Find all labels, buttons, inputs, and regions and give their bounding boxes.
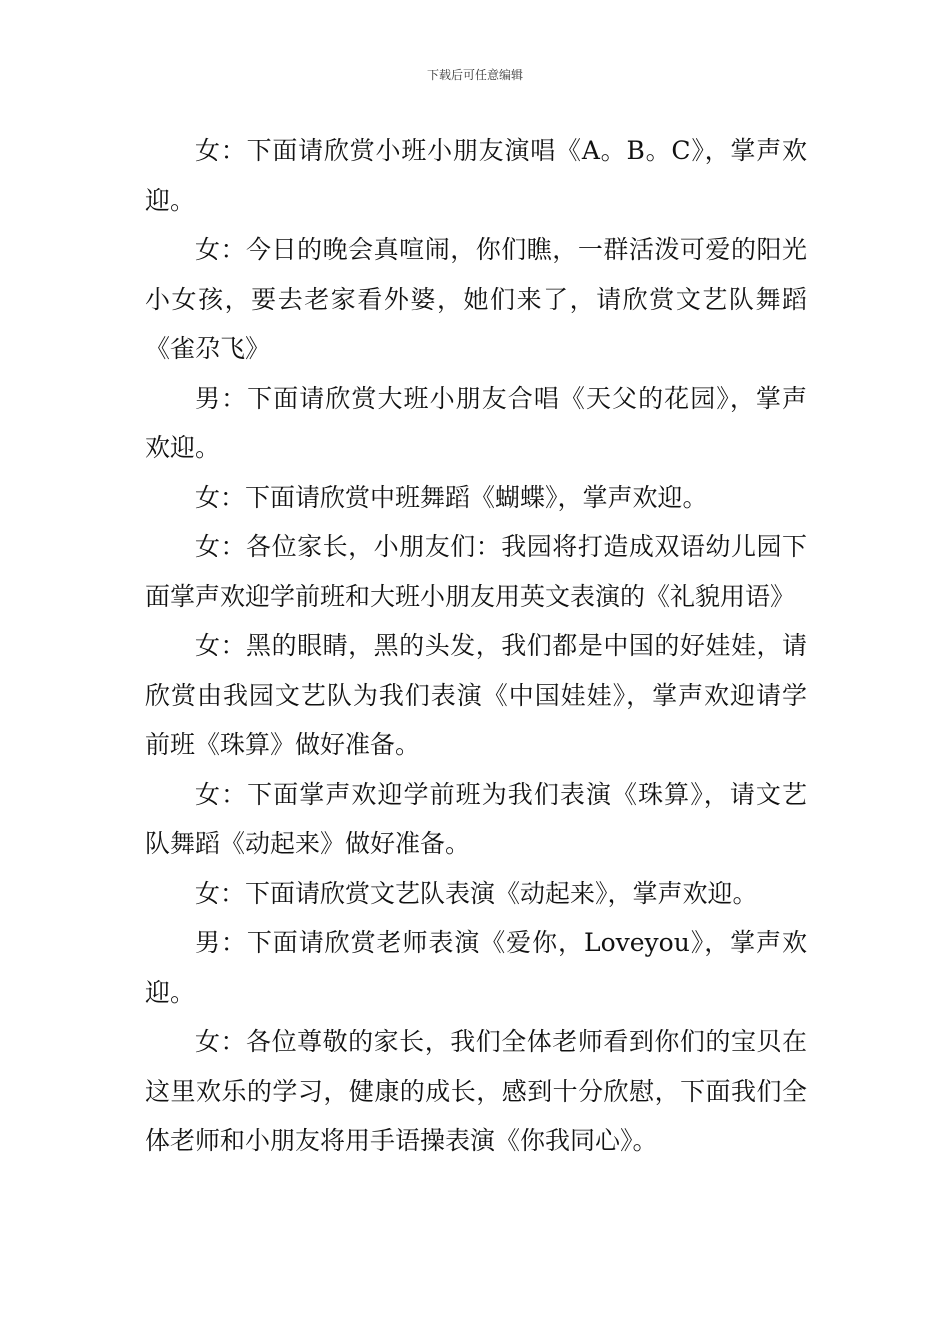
paragraph: 女：今日的晚会真喧闹，你们瞧，一群活泼可爱的阳光小女孩，要去老家看外婆，她们来了，请欣赏文艺队舞蹈《雀尕飞》 bbox=[145, 235, 807, 363]
document-body bbox=[145, 126, 807, 1166]
paragraph: 女：下面掌声欢迎学前班为我们表演《珠算》，请文艺队舞蹈《动起来》做好准备。 bbox=[145, 779, 807, 858]
paragraph: 女：各位家长，小朋友们：我园将打造成双语幼儿园下面掌声欢迎学前班和大班小朋友用英文表演的《礼貌用语》 bbox=[145, 532, 807, 611]
paragraph: 女：黑的眼睛，黑的头发，我们都是中国的好娃娃，请欣赏由我园文艺队为我们表演《中国娃娃》，掌声欢迎请学前班《珠算》做好准备。 bbox=[145, 631, 807, 759]
paragraph: 女：下面请欣赏中班舞蹈《蝴蝶》，掌声欢迎。 bbox=[195, 482, 708, 512]
paragraph: 男：下面请欣赏大班小朋友合唱《天父的花园》，掌声欢迎。 bbox=[145, 383, 807, 462]
page-header-note: 下载后可任意编辑 bbox=[426, 68, 523, 82]
paragraph: 女：下面请欣赏文艺队表演《动起来》，掌声欢迎。 bbox=[195, 878, 758, 908]
paragraph: 男：下面请欣赏老师表演《爱你，Loveyou》，掌声欢迎。 bbox=[145, 928, 807, 1007]
paragraph: 女：各位尊敬的家长，我们全体老师看到你们的宝贝在这里欢乐的学习，健康的成长，感到十分欣慰，下面我们全体老师和小朋友将用手语操表演《你我同心》。 bbox=[145, 1027, 807, 1155]
paragraph: 女：下面请欣赏小班小朋友演唱《A。B。C》，掌声欢迎。 bbox=[145, 136, 807, 215]
